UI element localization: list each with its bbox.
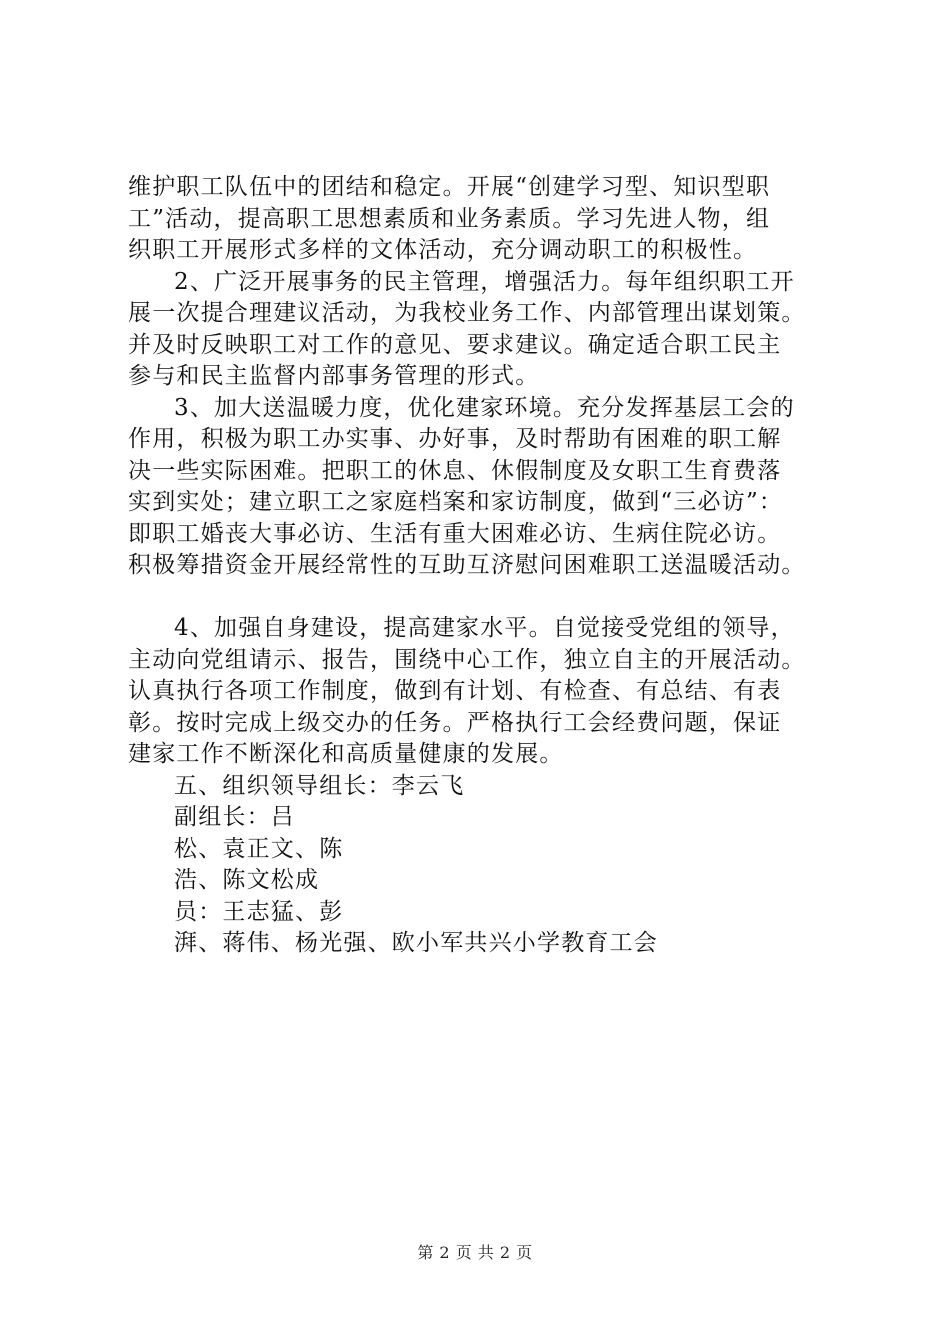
text-line: 认真执行各项工作制度，做到有计划、有检查、有总结、有表: [128, 678, 782, 704]
text-line: 2、广泛开展事务的民主管理，增强活力。每年组织职工开: [174, 268, 795, 295]
text-line: 湃、蒋伟、杨光强、欧小军共兴小学教育工会: [174, 930, 658, 956]
text-line: 松、袁正文、陈: [174, 835, 344, 862]
text-line: 维护职工队伍中的团结和稳定。开展“创建学习型、知识型职: [128, 174, 771, 200]
text-line: 织职工开展形式多样的文体活动，充分调动职工的积极性。: [128, 237, 758, 263]
text-line: 员：王志猛、彭: [174, 898, 344, 925]
text-line: 3、加大送温暖力度，优化建家环境。充分发挥基层工会的: [174, 394, 795, 421]
text-line: 彰。按时完成上级交办的任务。严格执行工会经费问题，保证: [128, 709, 782, 736]
text-line: 工”活动，提高职工思想素质和业务素质。学习先进人物，组: [128, 205, 771, 232]
text-line: 五、组织领导组长：李云飞: [174, 772, 465, 799]
text-line: 实到实处；建立职工之家庭档案和家访制度，做到“三必访”：: [128, 489, 784, 515]
text-line: 4、加强自身建设，提高建家水平。自觉接受党组的领导，: [174, 615, 795, 641]
text-line: 决一些实际困难。把职工的休息、休假制度及女职工生育费落: [128, 457, 782, 484]
text-line: 作用，积极为职工办实事、办好事，及时帮助有困难的职工解: [128, 426, 782, 452]
document-body: [128, 172, 858, 960]
text-line: 建家工作不断深化和高质量健康的发展。: [128, 741, 564, 767]
blank-line: [128, 582, 858, 614]
page-footer: 第 2 页 共 2 页: [417, 1243, 533, 1262]
text-line: 展一次提合理建议活动，为我校业务工作、内部管理出谋划策。: [128, 300, 806, 326]
text-line: 积极筹措资金开展经常性的互助互济慰问困难职工送温暖活动。: [128, 552, 806, 578]
text-line: 参与和民主监督内部事务管理的形式。: [128, 363, 540, 389]
text-line: 浩、陈文松成: [174, 867, 320, 893]
text-line: 主动向党组请示、报告，围绕中心工作，独立自主的开展活动。: [128, 646, 806, 673]
text-line: 副组长：吕: [174, 804, 295, 830]
text-line: 并及时反映职工对工作的意见、要求建议。确定适合职工民主: [128, 331, 782, 358]
text-line: 即职工婚丧大事必访、生活有重大困难必访、生病住院必访。: [128, 520, 782, 547]
